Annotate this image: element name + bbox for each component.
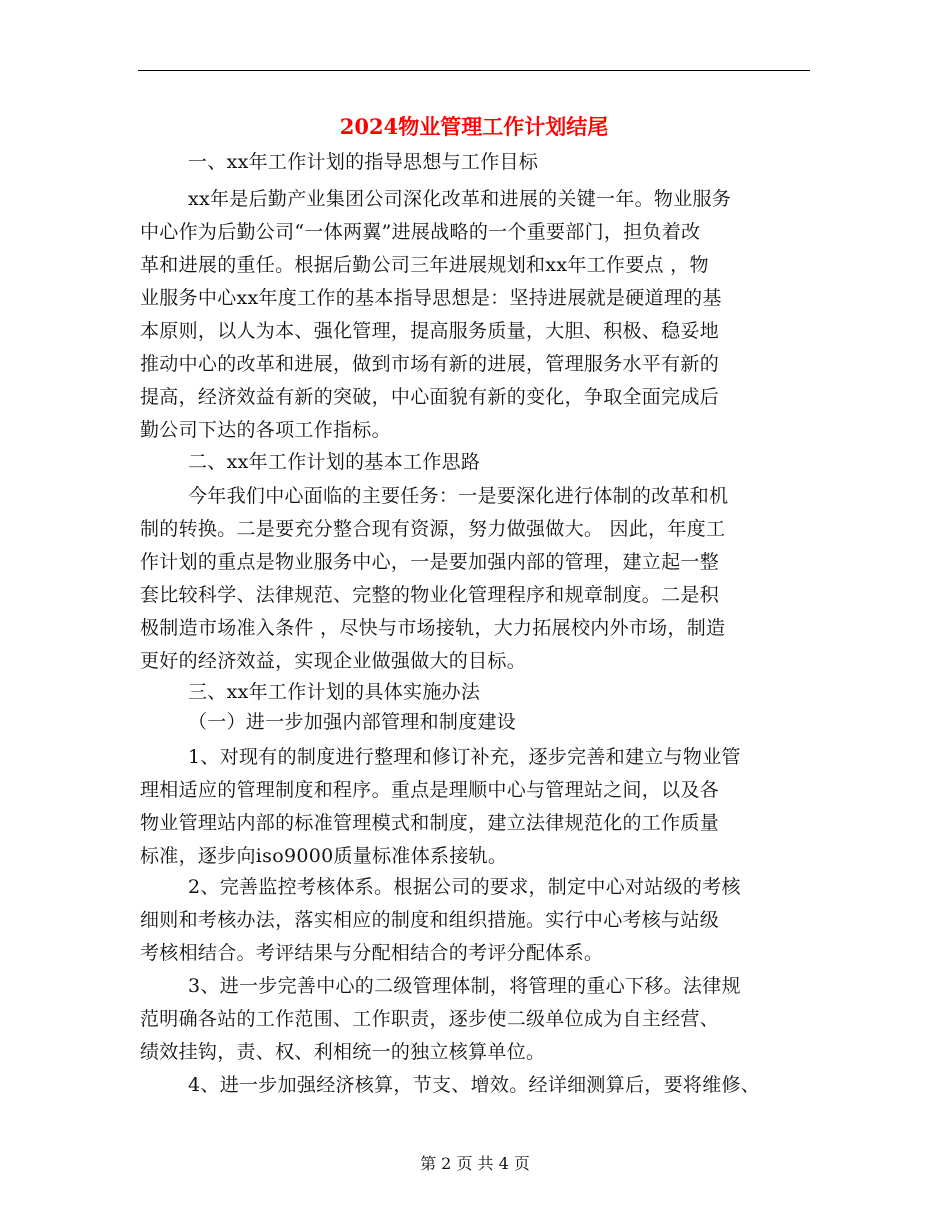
paragraph-line: 4、进一步加强经济核算，节支、增效。经详细测算后，要将维修、	[188, 1074, 761, 1096]
paragraph-line: 理相适应的管理制度和程序。重点是理顺中心与管理站之间，以及各	[140, 779, 720, 801]
paragraph-line: 提高，经济效益有新的突破，中心面貌有新的变化，争取全面完成后	[140, 386, 720, 408]
paragraph-line: 物业管理站内部的标准管理模式和制度，建立法律规范化的工作质量	[140, 812, 720, 834]
paragraph-line: 绩效挂钩，责、权、利相统一的独立核算单位。	[140, 1041, 546, 1063]
paragraph-line: 业服务中心xx年度工作的基本指导思想是：坚持进展就是硬道理的基	[140, 287, 722, 309]
paragraph-line: 革和进展的重任。根据后勤公司三年进展规划和xx年工作要点 ，物	[140, 254, 709, 276]
paragraph-line: 作计划的重点是物业服务中心，一是要加强内部的管理，建立起一整	[140, 551, 720, 573]
section-heading: 三、xx年工作计划的具体实施办法	[188, 681, 481, 703]
page-number: 第 2 页 共 4 页	[420, 1154, 530, 1173]
paragraph-line: 中心作为后勤公司“一体两翼”进展战略的一个重要部门，担负着改	[140, 221, 701, 243]
paragraph-line: 细则和考核办法，落实相应的制度和组织措施。实行中心考核与站级	[140, 909, 720, 931]
paragraph-line: 更好的经济效益，实现企业做强做大的目标。	[140, 650, 527, 672]
paragraph-line: 考核相结合。考评结果与分配相结合的考评分配体系。	[140, 942, 604, 964]
document-title: 2024物业管理工作计划结尾	[339, 114, 609, 139]
paragraph-line: 1、对现有的制度进行整理和修订补充，逐步完善和建立与物业管	[188, 746, 741, 768]
top-rule	[138, 70, 810, 71]
paragraph-line: 3、进一步完善中心的二级管理体制，将管理的重心下移。法律规	[188, 975, 741, 997]
paragraph-line: 推动中心的改革和进展，做到市场有新的进展，管理服务水平有新的	[140, 353, 720, 375]
paragraph-line: 制的转换。二是要充分整合现有资源，努力做强做大。 因此，年度工	[140, 518, 726, 540]
paragraph-line: 范明确各站的工作范围、工作职责，逐步使二级单位成为自主经营、	[140, 1008, 720, 1030]
paragraph-line: 标准，逐步向iso9000质量标准体系接轨。	[140, 845, 508, 867]
paragraph-line: 极制造市场准入条件 ，尽快与市场接轨，大力拓展校内外市场，制造	[140, 617, 726, 639]
section-heading: 二、xx年工作计划的基本工作思路	[188, 451, 481, 473]
paragraph-line: 本原则，以人为本、强化管理，提高服务质量，大胆、积极、稳妥地	[140, 320, 720, 342]
paragraph-line: 套比较科学、法律规范、完整的物业化管理程序和规章制度。二是积	[140, 584, 720, 606]
section-heading: 一、xx年工作计划的指导思想与工作目标	[188, 151, 539, 173]
paragraph-line: 今年我们中心面临的主要任务：一是要深化进行体制的改革和机	[188, 485, 729, 507]
subsection-heading: （一）进一步加强内部管理和制度建设	[188, 711, 517, 733]
paragraph-line: 2、完善监控考核体系。根据公司的要求，制定中心对站级的考核	[188, 876, 741, 898]
paragraph-line: xx年是后勤产业集团公司深化改革和进展的关键一年。物业服务	[188, 188, 732, 210]
paragraph-line: 勤公司下达的各项工作指标。	[140, 419, 391, 441]
